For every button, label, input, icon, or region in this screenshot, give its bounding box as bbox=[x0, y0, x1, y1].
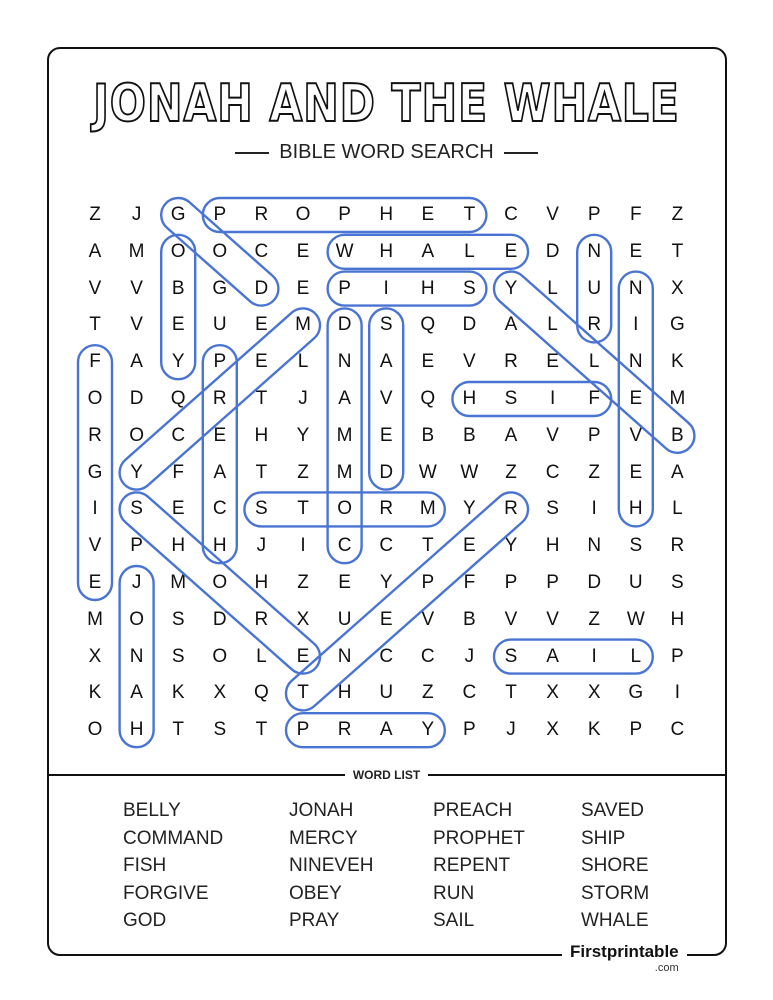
grid-cell[interactable]: Z bbox=[297, 461, 309, 483]
grid-cell[interactable]: O bbox=[87, 388, 103, 409]
grid-cell[interactable]: I bbox=[591, 645, 597, 667]
word-item: OBEY bbox=[289, 882, 342, 904]
grid-cell[interactable]: H bbox=[379, 240, 394, 262]
grid-cell[interactable]: W bbox=[335, 240, 354, 262]
grid-cell[interactable]: H bbox=[254, 572, 269, 593]
grid-cell[interactable]: B bbox=[421, 424, 435, 446]
grid-cell[interactable]: E bbox=[213, 424, 227, 446]
grid-cell[interactable]: S bbox=[504, 388, 518, 409]
grid-cell[interactable]: X bbox=[88, 645, 102, 667]
grid-cell[interactable]: K bbox=[671, 351, 684, 373]
grid-cell[interactable]: V bbox=[421, 608, 435, 630]
grid-cell[interactable]: T bbox=[89, 314, 101, 336]
grid-cell[interactable]: V bbox=[629, 424, 643, 446]
grid-cell[interactable]: Y bbox=[296, 424, 310, 446]
word-item: COMMAND bbox=[123, 827, 224, 849]
grid-cell[interactable]: X bbox=[296, 608, 310, 630]
word-item: JONAH bbox=[289, 800, 354, 821]
grid-cell[interactable]: D bbox=[129, 388, 144, 409]
grid-cell[interactable]: L bbox=[547, 314, 558, 336]
word-item: BELLY bbox=[123, 800, 181, 821]
grid-cell[interactable]: Y bbox=[421, 719, 435, 741]
grid-cell[interactable]: E bbox=[421, 351, 435, 373]
grid-cell[interactable]: W bbox=[626, 608, 645, 630]
grid-cell[interactable]: Q bbox=[170, 388, 186, 409]
grid-cell[interactable]: S bbox=[629, 535, 643, 557]
word-list-column-2 bbox=[289, 797, 373, 935]
grid-cell[interactable]: E bbox=[546, 351, 559, 373]
grid-cell[interactable]: A bbox=[213, 461, 227, 483]
grid-cell[interactable]: B bbox=[463, 424, 476, 446]
grid-cell[interactable]: S bbox=[379, 314, 393, 336]
word-list-column-4 bbox=[581, 797, 649, 935]
grid-cell[interactable]: J bbox=[256, 535, 267, 557]
grid-cell[interactable]: M bbox=[170, 572, 187, 593]
grid-cell[interactable]: E bbox=[255, 351, 268, 373]
grid-cell[interactable]: L bbox=[630, 645, 642, 667]
grid-cell[interactable]: I bbox=[300, 535, 306, 557]
grid-cell[interactable]: E bbox=[296, 277, 310, 299]
grid-cell[interactable]: G bbox=[670, 314, 685, 336]
word-item: STORM bbox=[581, 882, 650, 904]
grid-cell[interactable]: T bbox=[671, 240, 684, 262]
grid-cell[interactable]: V bbox=[379, 388, 393, 409]
subtitle-text: BIBLE WORD SEARCH bbox=[279, 141, 494, 163]
grid-cell[interactable]: K bbox=[587, 719, 601, 741]
grid-cell[interactable]: P bbox=[671, 645, 684, 667]
grid-cell[interactable]: A bbox=[88, 240, 102, 262]
grid-cell[interactable]: O bbox=[129, 608, 144, 630]
grid-cell[interactable]: C bbox=[212, 498, 227, 520]
grid-cell[interactable]: V bbox=[546, 608, 559, 630]
grid-cell[interactable]: Z bbox=[588, 461, 600, 483]
grid-cell[interactable]: D bbox=[545, 240, 560, 262]
grid-cell[interactable]: V bbox=[88, 535, 102, 557]
grid-cell[interactable]: M bbox=[336, 424, 353, 446]
grid-cell[interactable]: V bbox=[130, 277, 143, 299]
grid-cell[interactable]: L bbox=[464, 240, 475, 262]
grid-cell[interactable]: N bbox=[337, 645, 352, 667]
grid-cell[interactable]: P bbox=[587, 204, 601, 225]
grid-cell[interactable]: I bbox=[633, 314, 639, 336]
grid-cell[interactable]: A bbox=[504, 424, 518, 446]
grid-cell[interactable]: Z bbox=[89, 204, 101, 225]
grid-cell[interactable]: Y bbox=[504, 277, 518, 299]
grid-cell[interactable]: T bbox=[255, 719, 268, 741]
brand-logo bbox=[562, 942, 687, 974]
grid-cell[interactable]: I bbox=[674, 682, 681, 704]
grid-cell[interactable]: E bbox=[379, 608, 393, 630]
grid-cell[interactable]: R bbox=[337, 719, 352, 741]
word-item: FISH bbox=[123, 855, 167, 876]
grid-cell[interactable]: O bbox=[212, 240, 228, 262]
grid-cell[interactable]: C bbox=[379, 535, 394, 557]
grid-cell[interactable]: O bbox=[129, 424, 144, 446]
grid-cell[interactable]: A bbox=[130, 351, 143, 373]
grid-cell[interactable]: H bbox=[670, 608, 685, 630]
grid-cell[interactable]: N bbox=[337, 351, 352, 373]
logo-domain: .com bbox=[654, 962, 679, 974]
grid-cell[interactable]: G bbox=[628, 682, 644, 704]
grid-cell[interactable]: C bbox=[254, 240, 269, 262]
grid-cell[interactable]: C bbox=[545, 461, 560, 483]
grid-cell[interactable]: P bbox=[504, 572, 518, 593]
grid-cell[interactable]: B bbox=[463, 608, 476, 630]
grid-cell[interactable]: E bbox=[421, 204, 435, 225]
grid-cell[interactable]: G bbox=[212, 277, 228, 299]
grid-cell[interactable]: T bbox=[463, 204, 476, 225]
grid-cell[interactable]: F bbox=[89, 351, 101, 373]
grid-cell[interactable]: K bbox=[171, 682, 185, 704]
grid-cell[interactable]: J bbox=[131, 204, 142, 225]
grid-cell[interactable]: C bbox=[420, 645, 435, 667]
grid-cell[interactable]: P bbox=[463, 719, 476, 741]
grid-cell[interactable]: P bbox=[213, 204, 227, 225]
grid-cell[interactable]: M bbox=[87, 608, 103, 630]
word-item: NINEVEH bbox=[289, 855, 374, 876]
word-item: MERCY bbox=[289, 827, 358, 849]
grid-cell[interactable]: P bbox=[338, 277, 351, 299]
grid-cell[interactable]: E bbox=[171, 314, 185, 336]
grid-cell[interactable]: P bbox=[629, 719, 643, 741]
grid-cell[interactable]: B bbox=[171, 277, 185, 299]
word-item: PRAY bbox=[289, 910, 340, 931]
grid-cell[interactable]: V bbox=[88, 277, 102, 299]
grid-cell[interactable]: U bbox=[337, 608, 352, 630]
grid-cell[interactable]: X bbox=[671, 277, 684, 299]
grid-cell[interactable]: T bbox=[297, 682, 309, 704]
grid-cell[interactable]: H bbox=[420, 277, 435, 299]
grid-cell[interactable]: C bbox=[379, 645, 394, 667]
grid-cell[interactable]: I bbox=[549, 388, 556, 409]
grid-cell[interactable]: J bbox=[464, 645, 475, 667]
grid-cell[interactable]: A bbox=[379, 351, 393, 373]
grid-cell[interactable]: Q bbox=[420, 388, 436, 409]
grid-cell[interactable]: S bbox=[213, 719, 227, 741]
word-item: RUN bbox=[433, 882, 475, 904]
grid-cell[interactable]: W bbox=[460, 461, 479, 483]
grid-cell[interactable]: Y bbox=[130, 461, 143, 483]
grid-cell[interactable]: C bbox=[504, 204, 518, 225]
grid-cell[interactable]: U bbox=[628, 572, 643, 593]
grid-cell[interactable]: U bbox=[587, 277, 602, 299]
grid-cell[interactable]: A bbox=[130, 682, 143, 704]
word-item: SHORE bbox=[581, 855, 649, 876]
grid-cell[interactable]: W bbox=[418, 461, 437, 483]
word-list-column-3 bbox=[433, 797, 525, 935]
grid-cell[interactable]: T bbox=[505, 682, 517, 704]
grid-cell[interactable]: D bbox=[379, 461, 394, 483]
grid-cell[interactable]: L bbox=[297, 351, 309, 373]
grid-cell[interactable]: P bbox=[296, 719, 310, 741]
grid-cell[interactable]: E bbox=[171, 498, 185, 520]
grid-cell[interactable]: U bbox=[212, 314, 227, 336]
grid-cell[interactable]: P bbox=[546, 572, 559, 593]
word-item: WHALE bbox=[581, 910, 649, 931]
grid-cell[interactable]: A bbox=[546, 645, 559, 667]
word-item: SAVED bbox=[581, 800, 645, 821]
grid-cell[interactable]: M bbox=[669, 388, 686, 409]
grid-cell[interactable]: H bbox=[628, 498, 643, 520]
word-item: PROPHET bbox=[433, 827, 525, 849]
grid-cell[interactable]: I bbox=[92, 498, 98, 520]
grid-cell[interactable]: O bbox=[212, 572, 228, 593]
grid-cell[interactable]: H bbox=[129, 719, 144, 741]
grid-cell[interactable]: N bbox=[587, 535, 602, 557]
grid-cell[interactable]: P bbox=[338, 204, 351, 225]
word-item: REPENT bbox=[433, 855, 511, 876]
grid-cell[interactable]: A bbox=[421, 240, 435, 262]
grid-cell[interactable]: O bbox=[212, 645, 228, 667]
grid-cell[interactable]: R bbox=[254, 204, 269, 225]
grid-cell[interactable]: E bbox=[629, 240, 643, 262]
grid-cell[interactable]: H bbox=[254, 424, 269, 446]
grid-cell[interactable]: J bbox=[131, 572, 142, 593]
grid-cell[interactable]: E bbox=[296, 645, 310, 667]
grid-cell[interactable]: S bbox=[171, 608, 185, 630]
grid-cell[interactable]: H bbox=[212, 535, 227, 557]
grid-cell[interactable]: R bbox=[379, 498, 394, 520]
word-item: SHIP bbox=[581, 827, 626, 849]
grid-cell[interactable]: O bbox=[337, 498, 352, 520]
grid-cell[interactable]: P bbox=[130, 535, 143, 557]
grid-cell[interactable]: X bbox=[587, 682, 601, 704]
grid-cell[interactable]: M bbox=[336, 461, 353, 483]
grid-cell[interactable]: S bbox=[463, 277, 476, 299]
grid-cell[interactable]: E bbox=[629, 388, 643, 409]
grid-cell[interactable]: U bbox=[379, 682, 394, 704]
grid-cell[interactable]: F bbox=[172, 461, 184, 483]
grid-cell[interactable]: K bbox=[88, 682, 102, 704]
grid-cell[interactable]: L bbox=[672, 498, 683, 520]
grid-cell[interactable]: A bbox=[504, 314, 518, 336]
grid-cell[interactable]: Z bbox=[421, 682, 434, 704]
grid-cell[interactable]: P bbox=[213, 351, 227, 373]
grid-cell[interactable]: V bbox=[546, 204, 559, 225]
grid-cell[interactable]: R bbox=[212, 388, 227, 409]
grid-cell[interactable]: Z bbox=[671, 204, 684, 225]
word-list-column-1 bbox=[123, 797, 223, 935]
grid-cell[interactable]: N bbox=[129, 645, 144, 667]
grid-cell[interactable]: Q bbox=[254, 682, 269, 704]
grid-cell[interactable]: H bbox=[171, 535, 186, 557]
grid-cell[interactable]: E bbox=[629, 461, 643, 483]
grid-cell[interactable]: S bbox=[255, 498, 268, 520]
grid-cell[interactable]: Y bbox=[171, 351, 185, 373]
grid-cell[interactable]: D bbox=[462, 314, 477, 336]
grid-cell[interactable]: E bbox=[255, 314, 268, 336]
grid-cell[interactable]: A bbox=[338, 388, 351, 409]
grid-cell[interactable]: L bbox=[588, 351, 600, 373]
grid-cell[interactable]: Z bbox=[505, 461, 517, 483]
grid-cell[interactable]: F bbox=[588, 388, 600, 409]
grid-cell[interactable]: O bbox=[295, 204, 311, 225]
grid-cell[interactable]: Y bbox=[504, 535, 518, 557]
word-item: PREACH bbox=[433, 800, 513, 821]
grid-cell[interactable]: P bbox=[587, 424, 601, 446]
grid-cell[interactable]: M bbox=[128, 240, 145, 262]
grid-cell[interactable]: E bbox=[296, 240, 310, 262]
grid-cell[interactable]: A bbox=[671, 461, 684, 483]
grid-cell[interactable]: S bbox=[130, 498, 143, 520]
grid-cell[interactable]: N bbox=[628, 351, 643, 373]
grid-cell[interactable]: R bbox=[254, 608, 269, 630]
word-item: GOD bbox=[123, 910, 167, 931]
grid-cell[interactable]: F bbox=[629, 204, 642, 225]
grid-cell[interactable]: H bbox=[379, 204, 394, 225]
grid-cell[interactable]: O bbox=[87, 719, 103, 741]
grid-cell[interactable]: S bbox=[171, 645, 185, 667]
grid-cell[interactable]: T bbox=[255, 388, 268, 409]
grid-cell[interactable]: I bbox=[591, 498, 597, 520]
grid-cell[interactable]: H bbox=[462, 388, 477, 409]
word-list-label: WORD LIST bbox=[345, 768, 428, 782]
grid-cell[interactable]: V bbox=[463, 351, 476, 373]
grid-cell[interactable]: T bbox=[421, 535, 434, 557]
grid-cell[interactable]: Y bbox=[463, 498, 476, 520]
word-item: FORGIVE bbox=[123, 882, 209, 904]
grid-cell[interactable]: T bbox=[172, 719, 184, 741]
grid-cell[interactable]: D bbox=[587, 572, 602, 593]
grid-cell[interactable]: I bbox=[383, 277, 389, 299]
grid-cell[interactable]: E bbox=[88, 572, 102, 593]
grid-cell[interactable]: O bbox=[170, 240, 186, 262]
grid-cell[interactable]: D bbox=[337, 314, 352, 336]
grid-cell[interactable]: M bbox=[419, 498, 436, 520]
grid-cell[interactable]: C bbox=[337, 535, 352, 557]
grid-cell[interactable]: H bbox=[337, 682, 352, 704]
grid-cell[interactable]: E bbox=[338, 572, 351, 593]
grid-cell[interactable]: A bbox=[379, 719, 393, 741]
grid-cell[interactable]: M bbox=[295, 314, 311, 336]
grid-cell[interactable]: C bbox=[171, 424, 186, 446]
grid-cell[interactable]: R bbox=[504, 351, 518, 373]
grid-cell[interactable]: N bbox=[628, 277, 643, 299]
grid-cell[interactable]: V bbox=[546, 424, 559, 446]
grid-cell[interactable]: D bbox=[254, 277, 269, 299]
grid-cell[interactable]: X bbox=[546, 682, 559, 704]
grid-cell[interactable]: D bbox=[212, 608, 227, 630]
grid-cell[interactable]: E bbox=[379, 424, 393, 446]
word-item: SAIL bbox=[433, 910, 475, 931]
grid-cell[interactable]: C bbox=[462, 682, 477, 704]
grid-cell[interactable]: Q bbox=[420, 314, 436, 336]
grid-cell[interactable]: E bbox=[504, 240, 518, 262]
grid-cell[interactable]: T bbox=[297, 498, 309, 520]
grid-cell[interactable]: L bbox=[547, 277, 558, 299]
grid-cell[interactable]: N bbox=[587, 240, 602, 262]
grid-cell[interactable]: V bbox=[130, 314, 143, 336]
grid-cell[interactable]: R bbox=[88, 424, 102, 446]
grid-cell[interactable]: G bbox=[87, 461, 103, 483]
grid-cell[interactable]: V bbox=[504, 608, 518, 630]
grid-cell[interactable]: P bbox=[421, 572, 435, 593]
grid-cell[interactable]: G bbox=[170, 204, 186, 225]
grid-cell[interactable]: S bbox=[546, 498, 559, 520]
grid-cell[interactable]: R bbox=[670, 535, 685, 557]
page-title: JONAH AND THE WHALE bbox=[93, 74, 680, 134]
grid-cell[interactable]: S bbox=[504, 645, 518, 667]
grid-cell[interactable]: F bbox=[463, 572, 476, 593]
grid-cell[interactable]: Z bbox=[588, 608, 600, 630]
grid-cell[interactable]: Y bbox=[379, 572, 393, 593]
word-list-heading bbox=[0, 766, 773, 784]
grid-cell[interactable]: H bbox=[545, 535, 560, 557]
grid-cell[interactable]: B bbox=[671, 424, 684, 446]
grid-cell[interactable]: Z bbox=[297, 572, 309, 593]
grid-cell[interactable]: C bbox=[670, 719, 685, 741]
grid-cell[interactable]: X bbox=[213, 682, 227, 704]
logo-text: Firstprintable bbox=[570, 942, 679, 961]
grid-cell[interactable]: J bbox=[506, 719, 516, 741]
grid-cell[interactable]: L bbox=[256, 645, 267, 667]
grid-cell[interactable]: X bbox=[546, 719, 559, 741]
grid-cell[interactable]: T bbox=[255, 461, 268, 483]
grid-cell[interactable]: J bbox=[298, 388, 308, 409]
grid-cell[interactable]: R bbox=[504, 498, 518, 520]
grid-cell[interactable]: S bbox=[671, 572, 684, 593]
grid-cell[interactable]: E bbox=[463, 535, 476, 557]
grid-cell[interactable]: R bbox=[587, 314, 602, 336]
